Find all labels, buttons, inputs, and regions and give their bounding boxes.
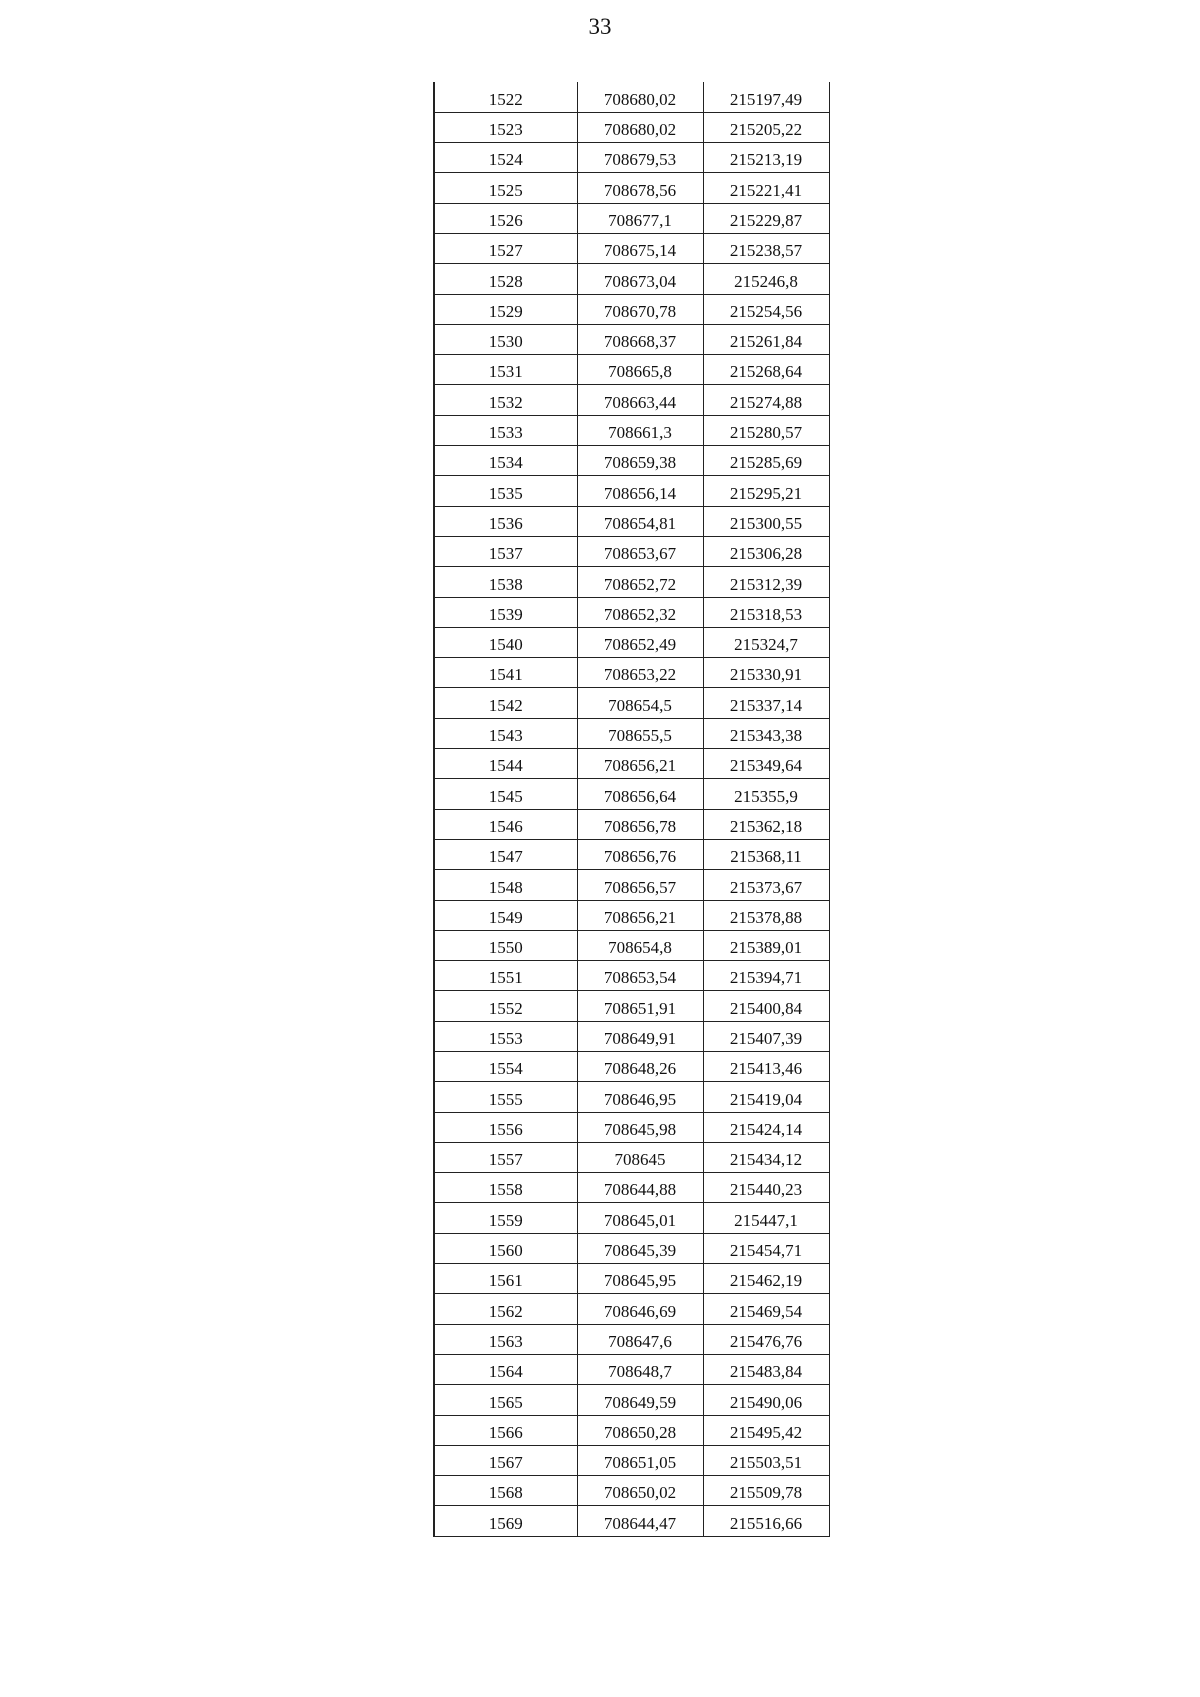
y-coordinate-cell: 215355,9 bbox=[703, 779, 829, 809]
point-number-cell: 1529 bbox=[434, 294, 577, 324]
y-coordinate-cell: 215509,78 bbox=[703, 1476, 829, 1506]
y-coordinate-cell: 215362,18 bbox=[703, 809, 829, 839]
x-coordinate-cell: 708656,21 bbox=[577, 900, 703, 930]
x-coordinate-cell: 708653,67 bbox=[577, 536, 703, 566]
x-coordinate-cell: 708648,26 bbox=[577, 1052, 703, 1082]
x-coordinate-cell: 708656,57 bbox=[577, 870, 703, 900]
table-row bbox=[434, 355, 829, 385]
table-row bbox=[434, 809, 829, 839]
y-coordinate-cell: 215424,14 bbox=[703, 1112, 829, 1142]
x-coordinate-cell: 708645,95 bbox=[577, 1264, 703, 1294]
x-coordinate-cell: 708661,3 bbox=[577, 415, 703, 445]
y-coordinate-cell: 215306,28 bbox=[703, 536, 829, 566]
point-number-cell: 1546 bbox=[434, 809, 577, 839]
x-coordinate-cell: 708651,05 bbox=[577, 1445, 703, 1475]
table-row bbox=[434, 688, 829, 718]
x-coordinate-cell: 708680,02 bbox=[577, 112, 703, 142]
point-number-cell: 1531 bbox=[434, 355, 577, 385]
y-coordinate-cell: 215476,76 bbox=[703, 1324, 829, 1354]
x-coordinate-cell: 708653,54 bbox=[577, 961, 703, 991]
x-coordinate-cell: 708646,95 bbox=[577, 1082, 703, 1112]
point-number-cell: 1532 bbox=[434, 385, 577, 415]
y-coordinate-cell: 215337,14 bbox=[703, 688, 829, 718]
y-coordinate-cell: 215205,22 bbox=[703, 112, 829, 142]
y-coordinate-cell: 215483,84 bbox=[703, 1354, 829, 1384]
table-row bbox=[434, 627, 829, 657]
y-coordinate-cell: 215246,8 bbox=[703, 264, 829, 294]
x-coordinate-cell: 708650,28 bbox=[577, 1415, 703, 1445]
point-number-cell: 1536 bbox=[434, 506, 577, 536]
coordinates-table-body bbox=[434, 82, 829, 1536]
x-coordinate-cell: 708655,5 bbox=[577, 718, 703, 748]
x-coordinate-cell: 708650,02 bbox=[577, 1476, 703, 1506]
y-coordinate-cell: 215400,84 bbox=[703, 991, 829, 1021]
y-coordinate-cell: 215373,67 bbox=[703, 870, 829, 900]
x-coordinate-cell: 708649,91 bbox=[577, 1021, 703, 1051]
point-number-cell: 1560 bbox=[434, 1233, 577, 1263]
y-coordinate-cell: 215349,64 bbox=[703, 749, 829, 779]
y-coordinate-cell: 215229,87 bbox=[703, 203, 829, 233]
y-coordinate-cell: 215285,69 bbox=[703, 446, 829, 476]
x-coordinate-cell: 708645 bbox=[577, 1142, 703, 1172]
point-number-cell: 1557 bbox=[434, 1142, 577, 1172]
point-number-cell: 1568 bbox=[434, 1476, 577, 1506]
y-coordinate-cell: 215295,21 bbox=[703, 476, 829, 506]
point-number-cell: 1542 bbox=[434, 688, 577, 718]
x-coordinate-cell: 708656,14 bbox=[577, 476, 703, 506]
table-row bbox=[434, 203, 829, 233]
table-row bbox=[434, 415, 829, 445]
table-row bbox=[434, 1264, 829, 1294]
y-coordinate-cell: 215312,39 bbox=[703, 567, 829, 597]
y-coordinate-cell: 215368,11 bbox=[703, 839, 829, 869]
point-number-cell: 1553 bbox=[434, 1021, 577, 1051]
x-coordinate-cell: 708651,91 bbox=[577, 991, 703, 1021]
y-coordinate-cell: 215516,66 bbox=[703, 1506, 829, 1536]
x-coordinate-cell: 708656,64 bbox=[577, 779, 703, 809]
x-coordinate-cell: 708654,8 bbox=[577, 930, 703, 960]
table-row bbox=[434, 143, 829, 173]
point-number-cell: 1525 bbox=[434, 173, 577, 203]
y-coordinate-cell: 215378,88 bbox=[703, 900, 829, 930]
y-coordinate-cell: 215462,19 bbox=[703, 1264, 829, 1294]
table-row bbox=[434, 233, 829, 263]
x-coordinate-cell: 708649,59 bbox=[577, 1385, 703, 1415]
x-coordinate-cell: 708673,04 bbox=[577, 264, 703, 294]
point-number-cell: 1543 bbox=[434, 718, 577, 748]
table-row bbox=[434, 446, 829, 476]
point-number-cell: 1558 bbox=[434, 1173, 577, 1203]
table-row bbox=[434, 536, 829, 566]
table-row bbox=[434, 385, 829, 415]
table-row bbox=[434, 749, 829, 779]
x-coordinate-cell: 708648,7 bbox=[577, 1354, 703, 1384]
point-number-cell: 1527 bbox=[434, 233, 577, 263]
table-row bbox=[434, 991, 829, 1021]
x-coordinate-cell: 708656,76 bbox=[577, 839, 703, 869]
y-coordinate-cell: 215454,71 bbox=[703, 1233, 829, 1263]
page-number: 33 bbox=[588, 14, 612, 39]
table-row bbox=[434, 658, 829, 688]
table-row bbox=[434, 1021, 829, 1051]
table-row bbox=[434, 870, 829, 900]
y-coordinate-cell: 215280,57 bbox=[703, 415, 829, 445]
table-row bbox=[434, 718, 829, 748]
y-coordinate-cell: 215318,53 bbox=[703, 597, 829, 627]
y-coordinate-cell: 215300,55 bbox=[703, 506, 829, 536]
point-number-cell: 1539 bbox=[434, 597, 577, 627]
table-row bbox=[434, 900, 829, 930]
x-coordinate-cell: 708663,44 bbox=[577, 385, 703, 415]
table-row bbox=[434, 294, 829, 324]
y-coordinate-cell: 215330,91 bbox=[703, 658, 829, 688]
point-number-cell: 1548 bbox=[434, 870, 577, 900]
point-number-cell: 1540 bbox=[434, 627, 577, 657]
x-coordinate-cell: 708646,69 bbox=[577, 1294, 703, 1324]
table-row bbox=[434, 112, 829, 142]
table-row bbox=[434, 82, 829, 112]
point-number-cell: 1538 bbox=[434, 567, 577, 597]
point-number-cell: 1537 bbox=[434, 536, 577, 566]
table-row bbox=[434, 173, 829, 203]
point-number-cell: 1564 bbox=[434, 1354, 577, 1384]
point-number-cell: 1562 bbox=[434, 1294, 577, 1324]
table-row bbox=[434, 1082, 829, 1112]
x-coordinate-cell: 708659,38 bbox=[577, 446, 703, 476]
table-row bbox=[434, 1233, 829, 1263]
x-coordinate-cell: 708653,22 bbox=[577, 658, 703, 688]
table-row bbox=[434, 1506, 829, 1536]
x-coordinate-cell: 708645,39 bbox=[577, 1233, 703, 1263]
x-coordinate-cell: 708647,6 bbox=[577, 1324, 703, 1354]
point-number-cell: 1533 bbox=[434, 415, 577, 445]
x-coordinate-cell: 708675,14 bbox=[577, 233, 703, 263]
y-coordinate-cell: 215503,51 bbox=[703, 1445, 829, 1475]
y-coordinate-cell: 215221,41 bbox=[703, 173, 829, 203]
y-coordinate-cell: 215238,57 bbox=[703, 233, 829, 263]
x-coordinate-cell: 708668,37 bbox=[577, 324, 703, 354]
table-row bbox=[434, 324, 829, 354]
table-row bbox=[434, 1203, 829, 1233]
table-row bbox=[434, 1354, 829, 1384]
table-row bbox=[434, 1294, 829, 1324]
point-number-cell: 1534 bbox=[434, 446, 577, 476]
table-row bbox=[434, 1173, 829, 1203]
point-number-cell: 1566 bbox=[434, 1415, 577, 1445]
x-coordinate-cell: 708644,47 bbox=[577, 1506, 703, 1536]
table-row bbox=[434, 1052, 829, 1082]
table-row bbox=[434, 839, 829, 869]
point-number-cell: 1551 bbox=[434, 961, 577, 991]
table-row bbox=[434, 264, 829, 294]
point-number-cell: 1567 bbox=[434, 1445, 577, 1475]
y-coordinate-cell: 215324,7 bbox=[703, 627, 829, 657]
y-coordinate-cell: 215419,04 bbox=[703, 1082, 829, 1112]
table-row bbox=[434, 779, 829, 809]
x-coordinate-cell: 708678,56 bbox=[577, 173, 703, 203]
x-coordinate-cell: 708656,78 bbox=[577, 809, 703, 839]
x-coordinate-cell: 708652,49 bbox=[577, 627, 703, 657]
y-coordinate-cell: 215274,88 bbox=[703, 385, 829, 415]
y-coordinate-cell: 215254,56 bbox=[703, 294, 829, 324]
y-coordinate-cell: 215490,06 bbox=[703, 1385, 829, 1415]
x-coordinate-cell: 708645,01 bbox=[577, 1203, 703, 1233]
y-coordinate-cell: 215407,39 bbox=[703, 1021, 829, 1051]
point-number-cell: 1528 bbox=[434, 264, 577, 294]
x-coordinate-cell: 708656,21 bbox=[577, 749, 703, 779]
table-row bbox=[434, 597, 829, 627]
table-row bbox=[434, 567, 829, 597]
y-coordinate-cell: 215495,42 bbox=[703, 1415, 829, 1445]
point-number-cell: 1563 bbox=[434, 1324, 577, 1354]
point-number-cell: 1523 bbox=[434, 112, 577, 142]
x-coordinate-cell: 708665,8 bbox=[577, 355, 703, 385]
point-number-cell: 1550 bbox=[434, 930, 577, 960]
x-coordinate-cell: 708677,1 bbox=[577, 203, 703, 233]
point-number-cell: 1544 bbox=[434, 749, 577, 779]
y-coordinate-cell: 215447,1 bbox=[703, 1203, 829, 1233]
point-number-cell: 1524 bbox=[434, 143, 577, 173]
y-coordinate-cell: 215394,71 bbox=[703, 961, 829, 991]
point-number-cell: 1547 bbox=[434, 839, 577, 869]
y-coordinate-cell: 215213,19 bbox=[703, 143, 829, 173]
table-row bbox=[434, 1385, 829, 1415]
y-coordinate-cell: 215389,01 bbox=[703, 930, 829, 960]
y-coordinate-cell: 215440,23 bbox=[703, 1173, 829, 1203]
y-coordinate-cell: 215261,84 bbox=[703, 324, 829, 354]
point-number-cell: 1530 bbox=[434, 324, 577, 354]
table-row bbox=[434, 476, 829, 506]
y-coordinate-cell: 215434,12 bbox=[703, 1142, 829, 1172]
x-coordinate-cell: 708645,98 bbox=[577, 1112, 703, 1142]
table-row bbox=[434, 1476, 829, 1506]
y-coordinate-cell: 215197,49 bbox=[703, 82, 829, 112]
table-row bbox=[434, 1415, 829, 1445]
x-coordinate-cell: 708670,78 bbox=[577, 294, 703, 324]
table-row bbox=[434, 506, 829, 536]
point-number-cell: 1569 bbox=[434, 1506, 577, 1536]
y-coordinate-cell: 215469,54 bbox=[703, 1294, 829, 1324]
table-row bbox=[434, 1142, 829, 1172]
point-number-cell: 1565 bbox=[434, 1385, 577, 1415]
x-coordinate-cell: 708680,02 bbox=[577, 82, 703, 112]
y-coordinate-cell: 215343,38 bbox=[703, 718, 829, 748]
table-row bbox=[434, 1445, 829, 1475]
x-coordinate-cell: 708679,53 bbox=[577, 143, 703, 173]
point-number-cell: 1552 bbox=[434, 991, 577, 1021]
x-coordinate-cell: 708654,5 bbox=[577, 688, 703, 718]
point-number-cell: 1555 bbox=[434, 1082, 577, 1112]
point-number-cell: 1549 bbox=[434, 900, 577, 930]
point-number-cell: 1535 bbox=[434, 476, 577, 506]
point-number-cell: 1522 bbox=[434, 82, 577, 112]
point-number-cell: 1554 bbox=[434, 1052, 577, 1082]
point-number-cell: 1526 bbox=[434, 203, 577, 233]
point-number-cell: 1561 bbox=[434, 1264, 577, 1294]
x-coordinate-cell: 708652,32 bbox=[577, 597, 703, 627]
x-coordinate-cell: 708652,72 bbox=[577, 567, 703, 597]
point-number-cell: 1541 bbox=[434, 658, 577, 688]
table-row bbox=[434, 930, 829, 960]
table-row bbox=[434, 961, 829, 991]
x-coordinate-cell: 708654,81 bbox=[577, 506, 703, 536]
table-row bbox=[434, 1112, 829, 1142]
point-number-cell: 1545 bbox=[434, 779, 577, 809]
point-number-cell: 1556 bbox=[434, 1112, 577, 1142]
y-coordinate-cell: 215268,64 bbox=[703, 355, 829, 385]
x-coordinate-cell: 708644,88 bbox=[577, 1173, 703, 1203]
point-number-cell: 1559 bbox=[434, 1203, 577, 1233]
coordinates-table bbox=[433, 82, 830, 1537]
table-row bbox=[434, 1324, 829, 1354]
y-coordinate-cell: 215413,46 bbox=[703, 1052, 829, 1082]
